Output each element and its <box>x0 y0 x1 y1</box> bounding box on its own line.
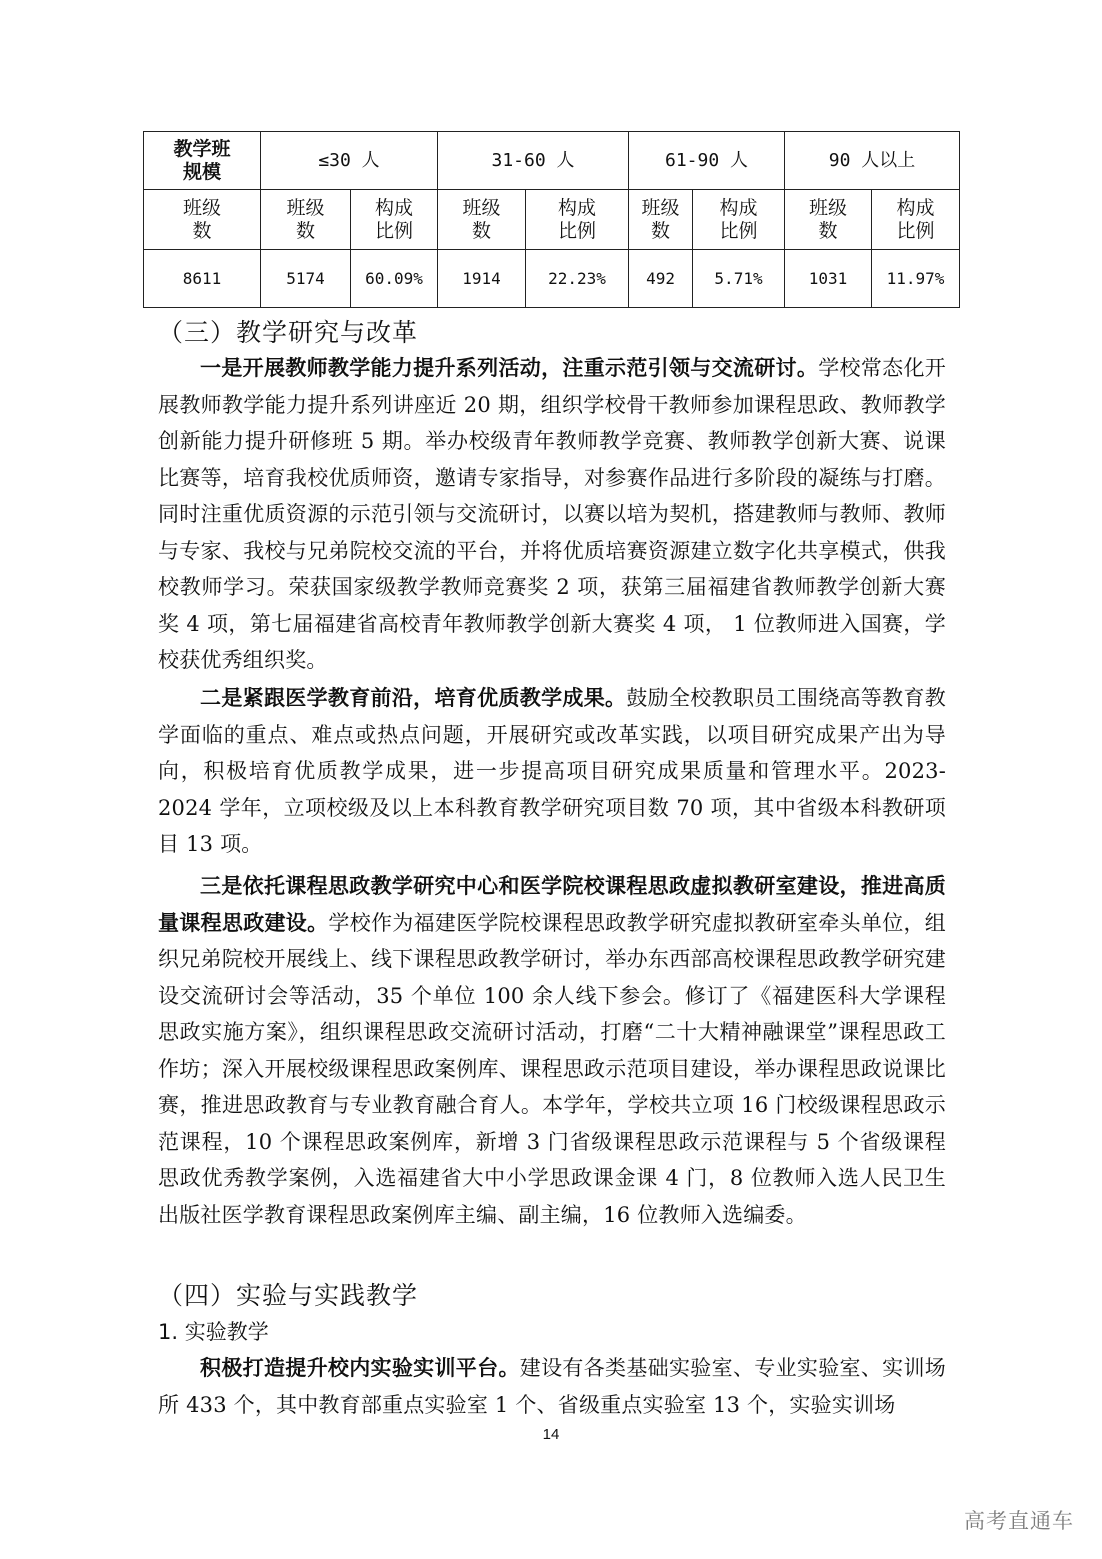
table-cell: 11.97% <box>872 250 960 308</box>
header-range-cell: 90 人以上 <box>785 132 960 190</box>
paragraph-body: 学校常态化开展教师教学能力提升系列讲座近 20 期，组织学校骨干教师参加课程思政、教师教学创新能力提升研修班 5 期。举办校级青年教师教学竞赛、教师教学创新大赛、说课比赛等，培育我校优质师资，邀请专家指导，对参赛作品进行多阶段的凝练与打磨。同时注重优质资源的示范引领与交流研讨，以赛以培为契机，搭建教师与教师、教师与专家、我校与兄弟院校交流的平台，并将优质培赛资源建立数字化共享模式，供我校教师学习。荣获国家级教学教师竞赛奖 2 项，获第三届福建省教师教学创新大赛奖 4 项，第七届福建省高校青年教师教学创新大赛奖 4 项， 1 位教师进入国赛，学校获优秀组织奖。 <box>158 356 946 672</box>
table-header-row <box>144 132 960 190</box>
paragraph-lead: 二是紧跟医学教育前沿，培育优质教学成果。 <box>200 686 627 710</box>
table-cell: 5.71% <box>693 250 785 308</box>
total-classes-value: 8611 <box>144 250 261 308</box>
section-3-paragraph-1 <box>158 350 946 679</box>
subheader-count: 班级 数 <box>438 190 526 250</box>
subheader-count: 班级 数 <box>629 190 693 250</box>
section-4-paragraph-1 <box>158 1350 946 1423</box>
subheader-count: 班级 数 <box>261 190 351 250</box>
table-cell: 1031 <box>785 250 872 308</box>
paragraph-lead: 一是开展教师教学能力提升系列活动，注重示范引领与交流研讨。 <box>200 356 819 380</box>
table-row <box>144 250 960 308</box>
table-cell: 22.23% <box>526 250 629 308</box>
watermark: 高考直通车 <box>964 1509 1074 1533</box>
subheader-ratio: 构成 比例 <box>351 190 438 250</box>
header-scale-cell: 教学班 规模 <box>144 132 261 190</box>
section-4-subtitle: 1. 实验教学 <box>158 1320 269 1344</box>
section-3-paragraph-2 <box>158 680 946 863</box>
subheader-ratio: 构成 比例 <box>693 190 785 250</box>
paragraph-body: 鼓励全校教职员工围绕高等教育教学面临的重点、难点或热点问题，开展研究或改革实践，以项目研究成果产出为导向，积极培育优质教学成果，进一步提高项目研究成果质量和管理水平。2023-2024 学年，立项校级及以上本科教育教学研究项目数 70 项，其中省级本科教研项目 13 项。 <box>158 686 947 856</box>
paragraph-lead: 三是依托课程思政教学研究中心和医学院校课程思政虚拟教研室建设，推进高质量课程思政建设。 <box>158 874 946 935</box>
table-cell: 492 <box>629 250 693 308</box>
subheader-ratio: 构成 比例 <box>526 190 629 250</box>
table-cell: 60.09% <box>351 250 438 308</box>
class-size-table <box>143 131 960 308</box>
paragraph-lead: 积极打造提升校内实验实训平台。 <box>200 1356 520 1380</box>
header-range-cell: ≤30 人 <box>261 132 438 190</box>
paragraph-body: 学校作为福建医学院校课程思政教学研究虚拟教研室牵头单位，组织兄弟院校开展线上、线下课程思政教学研讨，举办东西部高校课程思政教学研究建设交流研讨会等活动，35 个单位 100 余人线下参会。修订了《福建医科大学课程思政实施方案》，组织课程思政交流研讨活动，打磨“二十大精神融课堂”课程思政工作坊；深入开展校级课程思政案例库、课程思政示范项目建设，举办课程思政说课比赛，推进思政教育与专业教育融合育人。本学年，学校共立项 16 门校级课程思政示范课程，10 个课程思政案例库，新增 3 门省级课程思政示范课程与 5 个省级课程思政优秀教学案例，入选福建省大中小学思政课金课 4 门，8 位教师入选人民卫生出版社医学教育课程思政案例库主编、副主编，16 位教师入选编委。 <box>158 910 946 1227</box>
section-3-heading: （三）教学研究与改革 <box>158 318 419 347</box>
subheader-total-classes: 班级 数 <box>144 190 261 250</box>
section-4-heading: （四）实验与实践教学 <box>158 1281 419 1310</box>
table-cell: 1914 <box>438 250 526 308</box>
header-range-cell: 31-60 人 <box>438 132 629 190</box>
header-range-cell: 61-90 人 <box>629 132 785 190</box>
subheader-ratio: 构成 比例 <box>872 190 960 250</box>
table-cell: 5174 <box>261 250 351 308</box>
page-number: 14 <box>542 1426 560 1443</box>
class-size-table-container <box>143 131 959 308</box>
section-3-paragraph-3 <box>158 868 946 1233</box>
table-subheader-row <box>144 190 960 250</box>
subheader-count: 班级 数 <box>785 190 872 250</box>
paragraph-body: 建设有各类基础实验室、专业实验室、实训场所 433 个，其中教育部重点实验室 1 个、省级重点实验室 13 个，实验实训场 <box>158 1356 946 1417</box>
